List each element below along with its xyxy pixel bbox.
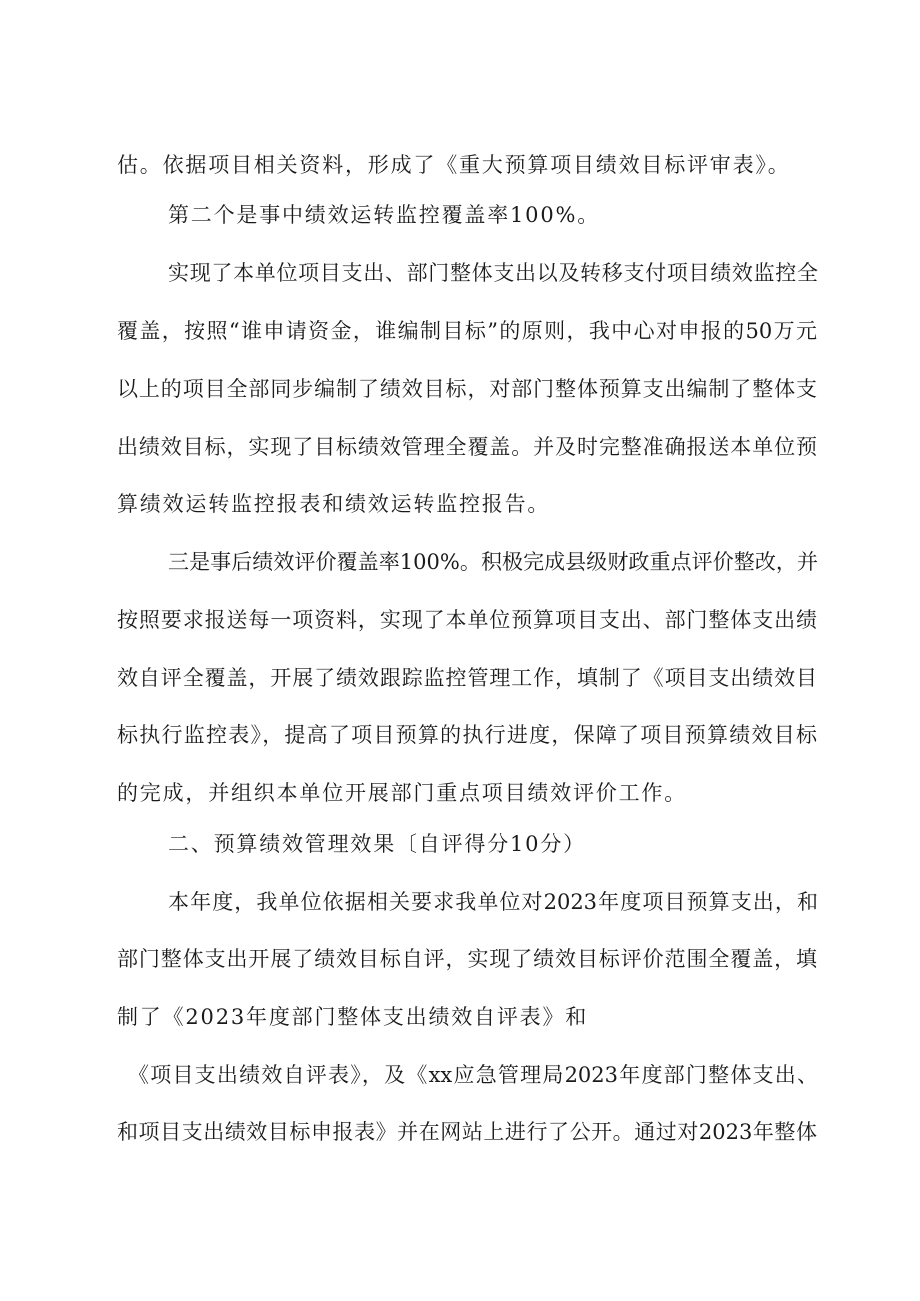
section-heading: 二、预算绩效管理效果〔自评得分10分） [168,832,586,856]
text-line: 覆盖，按照“谁申请资金，谁编制目标”的原则，我中心对申报的50万元 [117,319,817,343]
text-line: 按照要求报送每一项资料，实现了本单位预算项目支出、部门整体支出绩 [117,608,817,632]
text-line: 第二个是事中绩效运转监控覆盖率100%。 [168,203,601,227]
text-line: 部门整体支出开展了绩效目标自评，实现了绩效目标评价范围全覆盖，填 [117,947,817,971]
text-line: 出绩效目标，实现了目标绩效管理全覆盖。并及时完整准确报送本单位预 [117,435,817,459]
text-line: 《项目支出绩效自评表》，及《xx应急管理局2023年度部门整体支出、 [128,1063,818,1087]
text-line: 估。依据项目相关资料，形成了《重大预算项目绩效目标评审表》。 [117,153,791,177]
text-line: 以上的项目全部同步编制了绩效目标，对部门整体预算支出编制了整体支 [117,377,817,401]
text-line: 三是事后绩效评价覆盖率100%。积极完成县级财政重点评价整改，并 [168,550,818,574]
text-line: 实现了本单位项目支出、部门整体支出以及转移支付项目绩效监控全 [168,261,818,285]
text-line: 本年度，我单位依据相关要求我单位对2023年度项目预算支出，和 [168,890,818,914]
text-line: 标执行监控表》，提高了项目预算的执行进度，保障了项目预算绩效目标 [117,723,817,747]
text-line: 算绩效运转监控报表和绩效运转监控报告。 [117,492,551,516]
text-line: 和项目支出绩效目标申报表》并在网站上进行了公开。通过对2023年整体 [117,1120,817,1144]
text-line: 效自评全覆盖，开展了绩效跟踪监控管理工作，填制了《项目支出绩效目 [117,666,817,690]
text-line: 制了《2023年度部门整体支出绩效自评表》和 [117,1005,589,1029]
text-line: 的完成，并组织本单位开展部门重点项目绩效评价工作。 [117,781,687,805]
